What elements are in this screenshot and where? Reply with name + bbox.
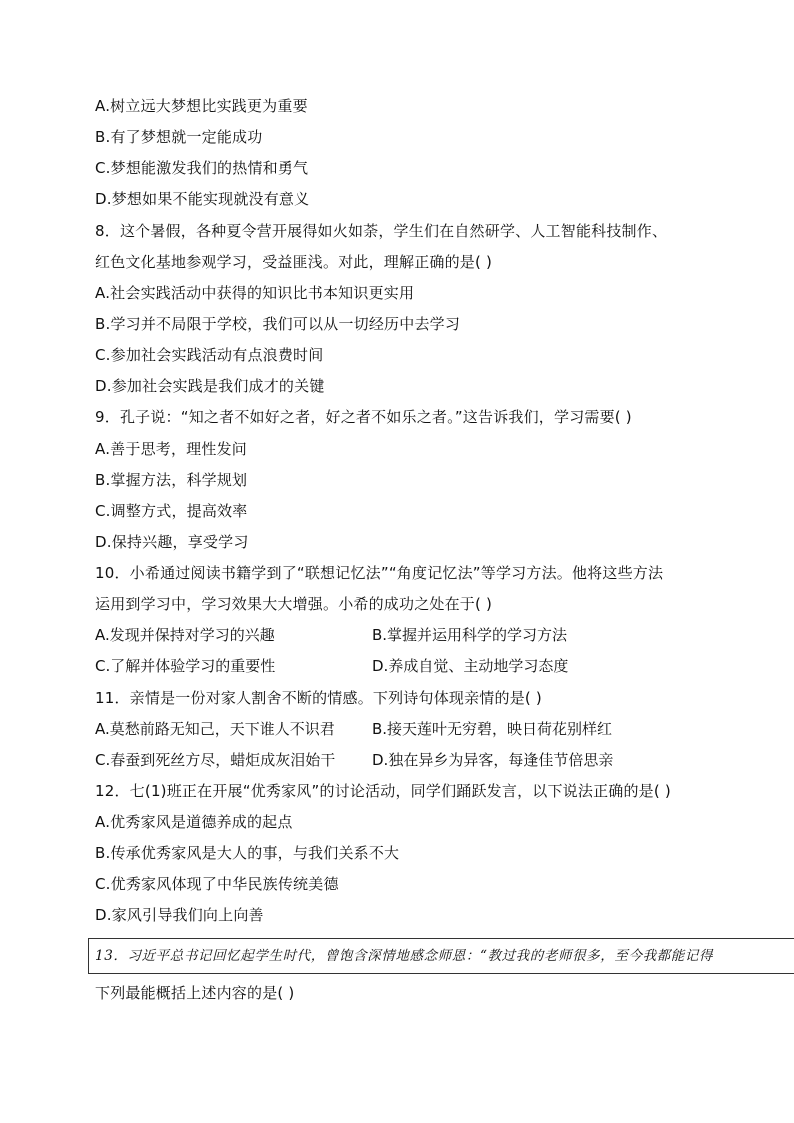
q11-option-d: D.独在异乡为异客，每逢佳节倍思亲 (372, 751, 614, 769)
q12-option-d: D.家风引导我们向上向善 (95, 906, 264, 924)
q13-quote-box (88, 938, 794, 974)
q12-stem: 12．七(1)班正在开展“优秀家风”的讨论活动，同学们踊跃发言，以下说法正确的是( ) (95, 782, 671, 800)
q9-option-b: B.掌握方法，科学规划 (95, 471, 248, 489)
q8-stem-line2: 红色文化基地参观学习，受益匪浅。对此，理解正确的是( ) (95, 253, 493, 271)
q10-option-d: D.养成自觉、主动地学习态度 (372, 657, 569, 675)
q11-option-b: B.接天莲叶无穷碧，映日荷花别样红 (372, 720, 613, 738)
q10-stem-line1: 10．小希通过阅读书籍学到了“联想记忆法”“角度记忆法”等学习方法。他将这些方法 (95, 564, 664, 582)
q10-option-a: A.发现并保持对学习的兴趣 (95, 626, 275, 644)
q8-option-b: B.学习并不局限于学校，我们可以从一切经历中去学习 (95, 315, 461, 333)
q9-stem: 9．孔子说：“知之者不如好之者，好之者不如乐之者。”这告诉我们，学习需要( ) (95, 408, 632, 426)
q9-option-a: A.善于思考，理性发问 (95, 440, 247, 458)
q8-stem-line1: 8．这个暑假，各种夏令营开展得如火如荼，学生们在自然研学、人工智能科技制作、 (95, 222, 668, 240)
q12-option-b: B.传承优秀家风是大人的事，与我们关系不大 (95, 844, 400, 862)
q7-option-c: C.梦想能激发我们的热情和勇气 (95, 159, 309, 177)
q10-option-b: B.掌握并运用科学的学习方法 (372, 626, 568, 644)
q8-option-d: D.参加社会实践是我们成才的关键 (95, 377, 325, 395)
q9-option-d: D.保持兴趣，享受学习 (95, 533, 249, 551)
q12-option-a: A.优秀家风是道德养成的起点 (95, 813, 293, 831)
q7-option-d: D.梦想如果不能实现就没有意义 (95, 190, 310, 208)
q10-stem-line2: 运用到学习中，学习效果大大增强。小希的成功之处在于( ) (95, 595, 493, 613)
q11-stem: 11．亲情是一份对家人割舍不断的情感。下列诗句体现亲情的是( ) (95, 689, 542, 707)
q8-option-c: C.参加社会实践活动有点浪费时间 (95, 346, 324, 364)
q8-option-a: A.社会实践活动中获得的知识比书本知识更实用 (95, 284, 415, 302)
q13-quote-text: 13．习近平总书记回忆起学生时代，曾饱含深情地感念师恩：“教过我的老师很多，至今我都能记得 (95, 948, 714, 964)
q7-option-b: B.有了梦想就一定能成功 (95, 128, 263, 146)
q12-option-c: C.优秀家风体现了中华民族传统美德 (95, 875, 339, 893)
q11-option-a: A.莫愁前路无知己，天下谁人不识君 (95, 720, 335, 738)
q11-option-c: C.春蚕到死丝方尽，蜡炬成灰泪始干 (95, 751, 336, 769)
q13-stem: 下列最能概括上述内容的是( ) (95, 984, 295, 1002)
q9-option-c: C.调整方式，提高效率 (95, 502, 248, 520)
q7-option-a: A.树立远大梦想比实践更为重要 (95, 97, 308, 115)
q10-option-c: C.了解并体验学习的重要性 (95, 657, 276, 675)
